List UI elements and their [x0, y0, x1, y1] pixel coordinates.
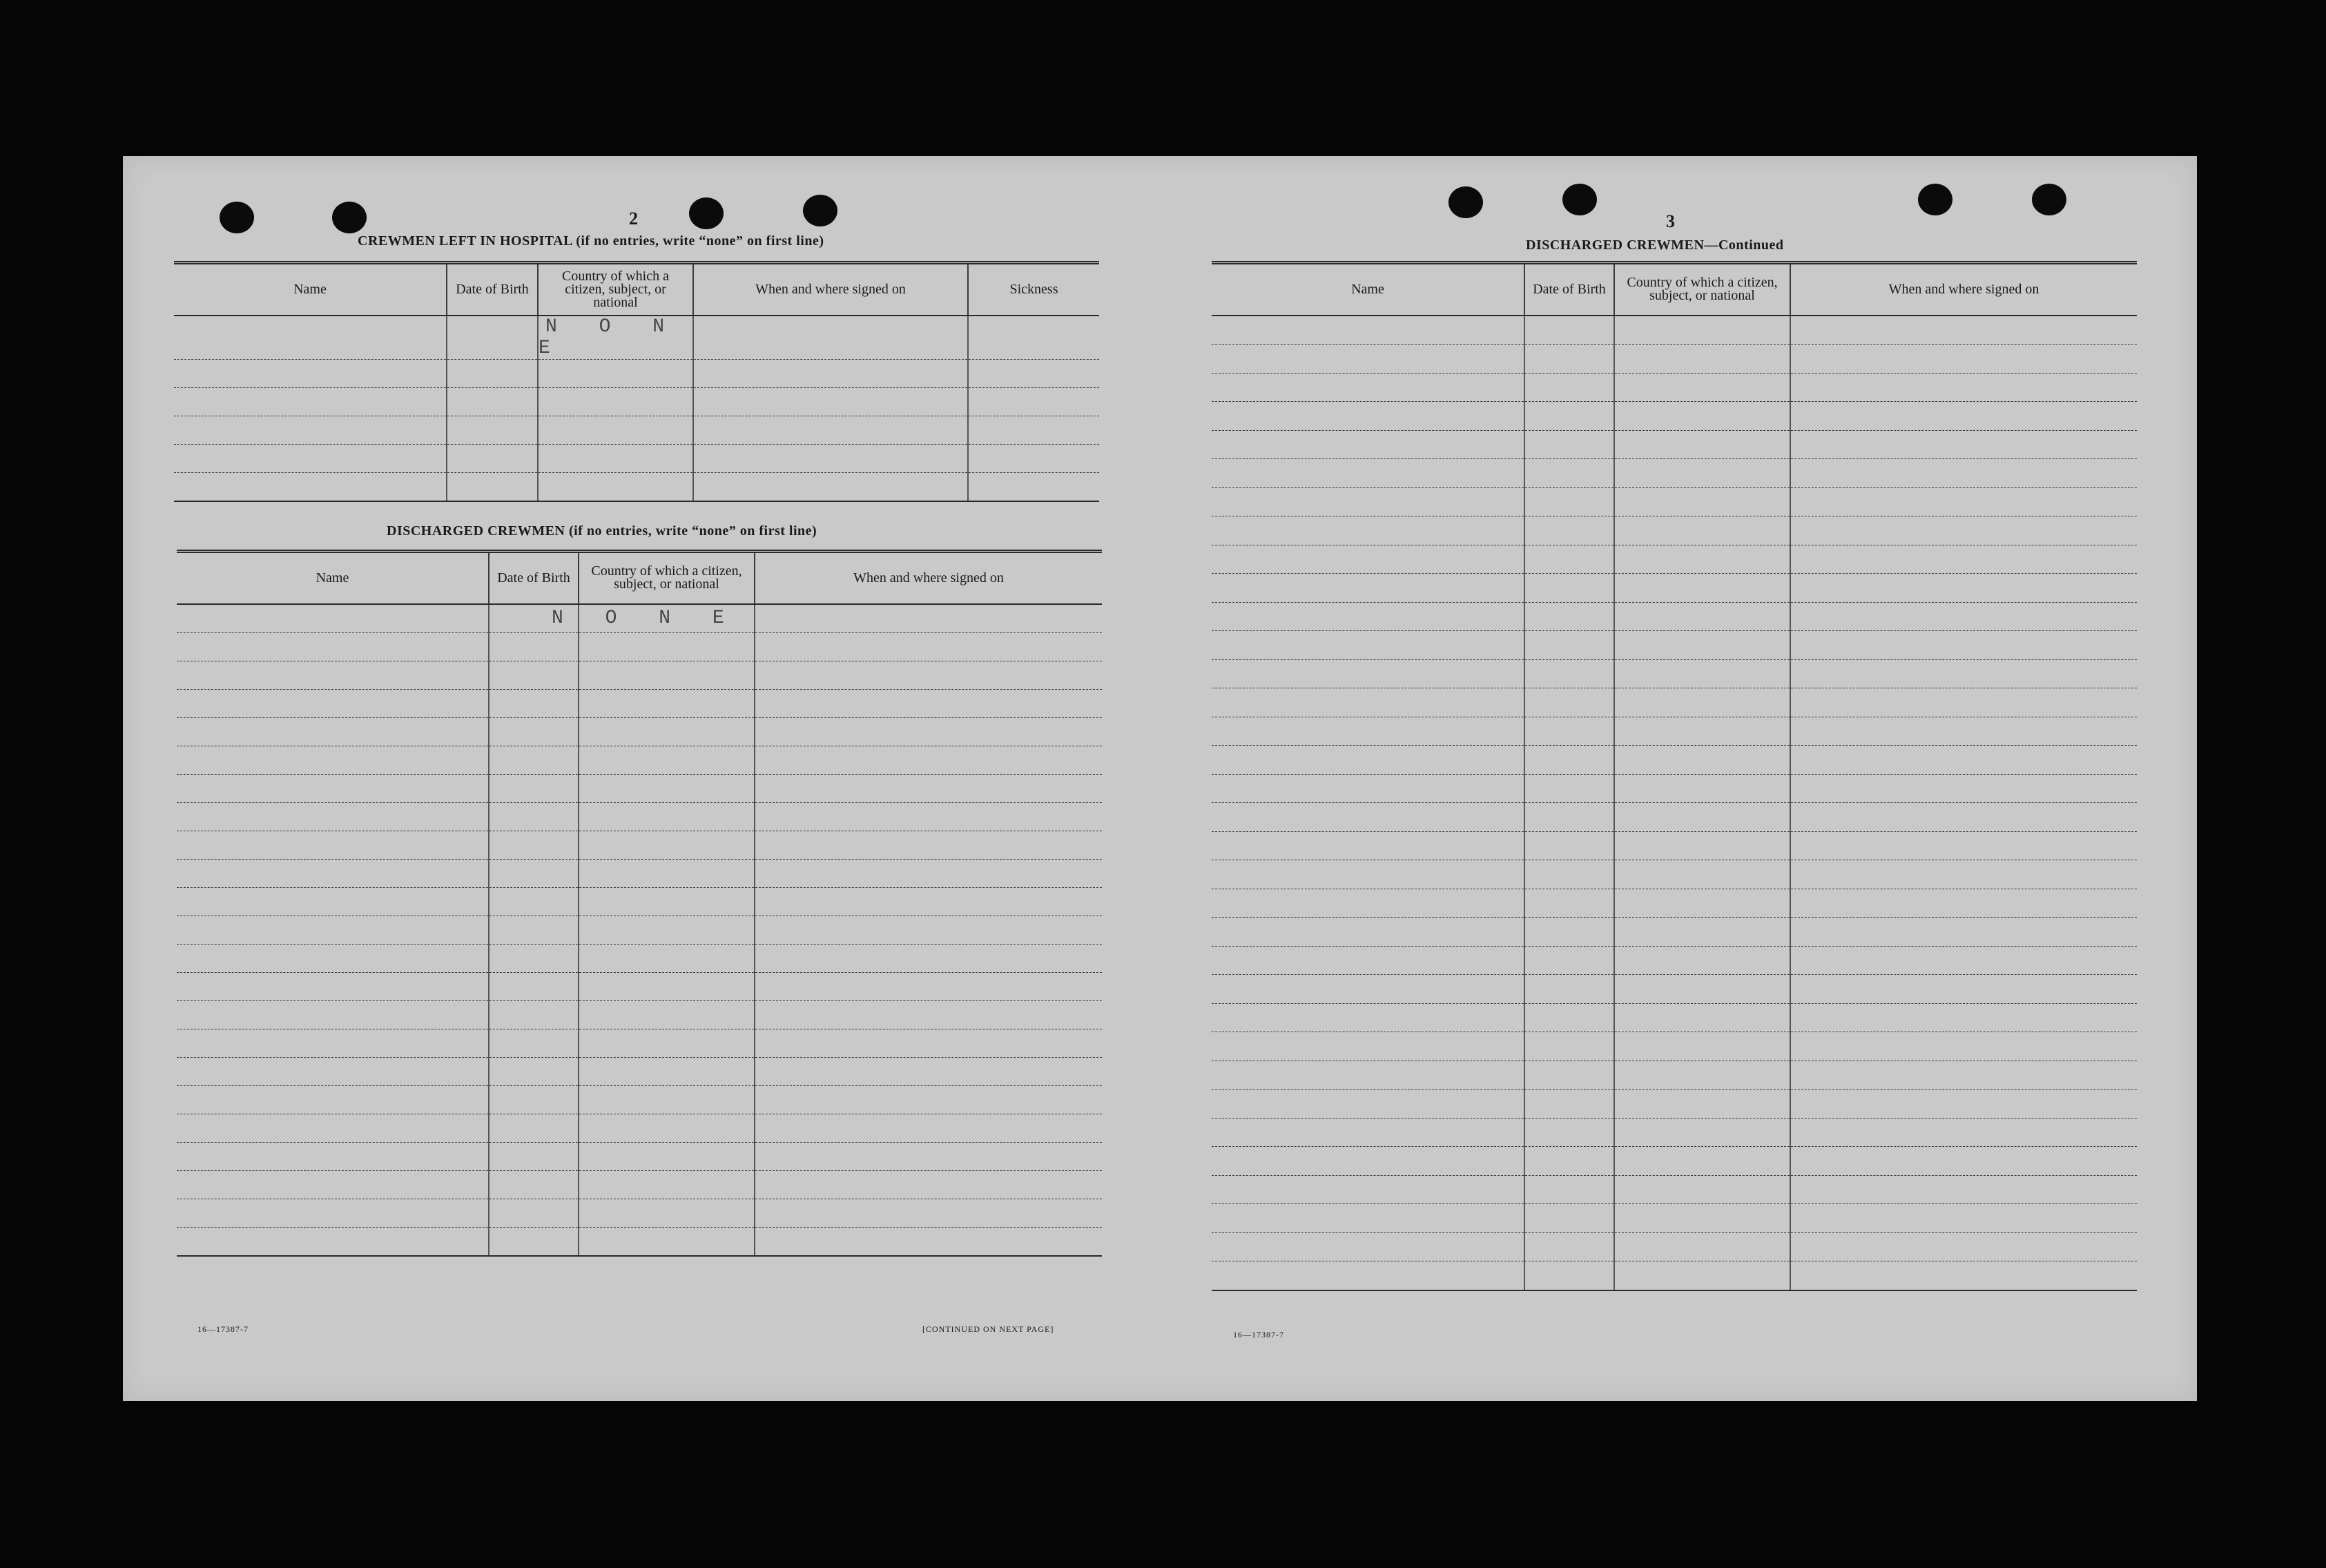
table-row: [177, 1227, 1102, 1256]
table-row: [1212, 373, 2137, 402]
column-header-country: Country of which a citizen, subject, or national: [579, 552, 755, 604]
table-row: [1212, 345, 2137, 374]
table-row: [1212, 717, 2137, 746]
table-row: [1212, 602, 2137, 631]
table-row: [177, 1000, 1102, 1029]
table-row: [1212, 1204, 2137, 1233]
discharged-continued-table: [1212, 261, 2137, 1291]
table-row: [1212, 831, 2137, 860]
table-row: [174, 416, 1099, 444]
table-row: [1212, 1175, 2137, 1204]
table-row: [1212, 631, 2137, 660]
table-row: [1212, 316, 2137, 345]
column-header-signed-on: When and where signed on: [1790, 263, 2137, 316]
table-row: [1212, 574, 2137, 603]
table-row: [1212, 889, 2137, 918]
table-row: [177, 632, 1102, 661]
table-row: [177, 661, 1102, 689]
left-page: [123, 156, 1159, 1401]
table-row: [174, 472, 1099, 501]
table-row: [1212, 688, 2137, 717]
table-row: [1212, 459, 2137, 488]
table-row: [1212, 774, 2137, 803]
discharged-continued-title: DISCHARGED CREWMEN—Continued: [1526, 238, 1784, 253]
table-row: [177, 916, 1102, 944]
table-row: [1212, 430, 2137, 459]
hospital-table: [174, 261, 1099, 502]
hospital-section-title: CREWMEN LEFT IN HOSPITAL (if no entries, write “none” on first line): [358, 233, 824, 249]
none-entry: N O N E: [539, 316, 680, 359]
discharged-section-title: DISCHARGED CREWMEN (if no entries, write “none” on first line): [387, 523, 817, 539]
page-number: 2: [629, 209, 638, 229]
table-row: [177, 746, 1102, 774]
table-row: [177, 1057, 1102, 1085]
form-number: 16—17387-7: [1233, 1330, 1284, 1339]
column-header-name: Name: [1212, 263, 1524, 316]
table-row: [174, 359, 1099, 387]
table-row: [1212, 545, 2137, 574]
table-row: [1212, 975, 2137, 1004]
column-header-signed-on: When and where signed on: [755, 552, 1102, 604]
discharged-table: [177, 550, 1102, 1257]
table-row: [177, 831, 1102, 859]
table-row: [1212, 487, 2137, 516]
column-header-country: Country of which a citizen, subject, or national: [538, 263, 693, 316]
column-header-name: Name: [174, 263, 447, 316]
column-header-date-of-birth: Date of Birth: [1524, 263, 1614, 316]
document-sheet: [123, 156, 2197, 1401]
table-row: [177, 972, 1102, 1000]
table-row: [177, 689, 1102, 717]
column-header-signed-on: When and where signed on: [693, 263, 968, 316]
continued-note: [CONTINUED ON NEXT PAGE]: [922, 1324, 1054, 1334]
table-row: [1212, 402, 2137, 431]
table-row: [177, 859, 1102, 887]
right-page: [1159, 156, 2197, 1401]
table-row: [1212, 659, 2137, 688]
column-header-sickness: Sickness: [968, 263, 1099, 316]
table-row: [1212, 1232, 2137, 1261]
table-row: [177, 802, 1102, 831]
table-row: [1212, 1147, 2137, 1176]
column-header-name: Name: [177, 552, 489, 604]
table-row: [177, 944, 1102, 972]
table-row: [177, 1170, 1102, 1199]
table-row: [174, 444, 1099, 472]
table-row: [1212, 746, 2137, 775]
table-row: [177, 1029, 1102, 1057]
table-row: [1212, 860, 2137, 889]
table-row: [1212, 918, 2137, 947]
table-row: [1212, 1003, 2137, 1032]
table-row: [177, 774, 1102, 802]
table-row: [1212, 1061, 2137, 1090]
table-row: [177, 887, 1102, 916]
table-row: [177, 1114, 1102, 1142]
column-header-date-of-birth: Date of Birth: [447, 263, 538, 316]
table-row: [177, 717, 1102, 746]
table-row: [177, 604, 1102, 633]
table-row: [1212, 1032, 2137, 1061]
table-row: [1212, 1090, 2137, 1119]
table-row: [177, 1085, 1102, 1114]
table-row: [1212, 946, 2137, 975]
table-row: [1212, 1261, 2137, 1290]
table-row: [174, 387, 1099, 416]
table-row: [1212, 803, 2137, 832]
table-row: [1212, 1118, 2137, 1147]
table-row: [1212, 516, 2137, 545]
table-row: [177, 1142, 1102, 1170]
form-number: 16—17387-7: [197, 1324, 249, 1334]
page-number: 3: [1666, 211, 1675, 231]
table-row: [174, 316, 1099, 360]
column-header-date-of-birth: Date of Birth: [489, 552, 579, 604]
table-row: [177, 1199, 1102, 1227]
none-entry: N O N E: [552, 608, 739, 629]
column-header-country: Country of which a citizen, subject, or national: [1614, 263, 1790, 316]
